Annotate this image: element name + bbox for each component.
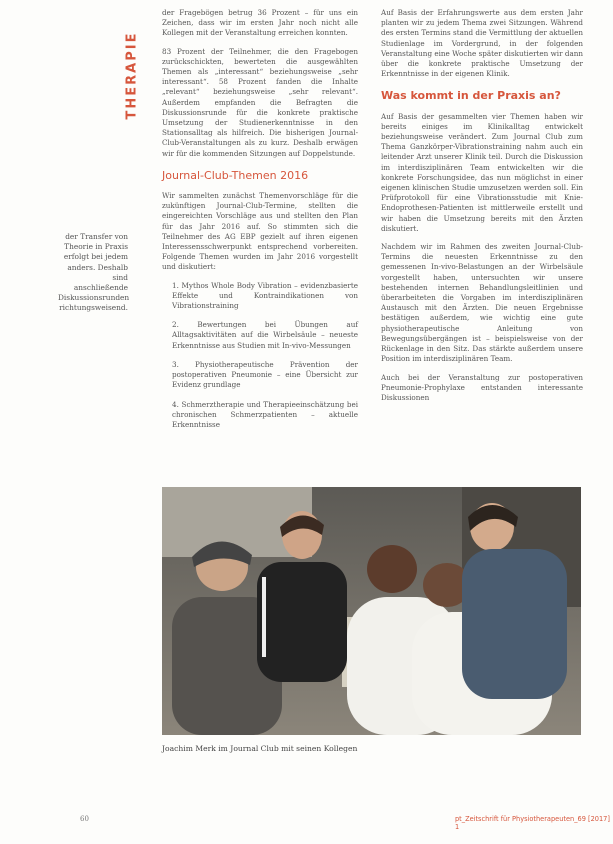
photo-illustration: [162, 487, 581, 735]
column-left: [162, 8, 358, 439]
column-right: [381, 8, 583, 411]
paragraph: der Fragebögen betrug 36 Prozent – für uns ein Zeichen, dass wir im ersten Jahr noch nicht alle Kollegen mit der Veranstaltung erreichen konnten.: [162, 8, 358, 38]
pull-quote: der Transfer von Theorie in Praxis erfolgt bei jedem anders. Deshalb sind anschließende Diskussionsrunden richtungsweisend.: [58, 232, 130, 313]
paragraph: Auf Basis der gesammelten vier Themen haben wir bereits einiges im Klinikalltag entwickelt beziehungsweise verändert. Zum Journal Club zum Thema Ganzkörper-Vibrationstraining nahm auch ein leitender Arzt unserer Klinik teil. Durch die Diskussion im interdisziplinären Team entwickelten wir die konkrete Forschungsidee, das nun möglichst in einer eigenen klinischen Studie umzusetzen werden soll. Ein Prüfprotokoll für eine Vibrationsstudie mit Knie-Endoprothesen-Patienten ist mittlerweile erstellt und wir haben die Umsetzung bereits mit den Ärzten diskutiert.: [381, 111, 583, 233]
journal-reference: pt_Zeitschrift für Physiotherapeuten_69 [2017] 1: [455, 815, 610, 831]
list-item: 2. Bewertungen bei Übungen auf Alltagsaktivitäten auf die Wirbelsäule – neueste Erkenntnisse aus Studien mit In-vivo-Messungen: [172, 320, 358, 350]
list-item: 4. Schmerztherapie und Therapieeinschätzung bei chronischen Schmerzpatienten – aktuelle Erkenntnisse: [172, 399, 358, 429]
paragraph: Auf Basis der Erfahrungswerte aus dem ersten Jahr planten wir zu jedem Thema zwei Sitzungen. Während des ersten Termins stand die Vermittlung der aktuellen Studienlage im Vordergrund, in der folgenden Veranstaltung eine Woche später diskutierten wir dann über die konkrete praktische Umsetzung der Erkenntnisse in der eigenen Klinik.: [381, 8, 583, 79]
page-number: 60: [80, 815, 89, 823]
journal-club-photo: [162, 487, 581, 735]
section-heading: Was kommt in der Praxis an?: [381, 89, 561, 103]
photo-caption: Joachim Merk im Journal Club mit seinen Kollegen: [162, 744, 358, 753]
paragraph: 83 Prozent der Teilnehmer, die den Fragebogen zurückschickten, bewerteten die ausgewählten Themen als „interessant“ beziehungsweise „sehr interessant“. 58 Prozent fanden die Inhalte „relevant“ beziehungsweise „sehr relevant“. Außerdem empfanden die Befragten die Diskussionsrunde für die konkrete praktische Umsetzung der Studienerkenntnisse in den Stationsalltag als hilfreich. Die bisherigen Journal-Club-Veranstaltungen als zu kurz. Deshalb erwägen wir für die kommenden Sitzungen auf Doppelstunde.: [162, 46, 358, 158]
topic-list: [162, 281, 358, 430]
section-tag-label: THERAPIE: [124, 31, 140, 119]
section-tag: [118, 20, 146, 130]
section-heading: Journal-Club-Themen 2016: [162, 168, 309, 182]
list-item: 3. Physiotherapeutische Prävention der postoperativen Pneumonie – eine Übersicht zur Evidenz grundlage: [172, 359, 358, 390]
paragraph: Auch bei der Veranstaltung zur postoperativen Pneumonie-Prophylaxe entstanden interessante Diskussionen: [381, 372, 583, 402]
paragraph: Nachdem wir im Rahmen des zweiten Journal-Club-Termins die neuesten Erkenntnisse zu den gemessenen In-vivo-Belastungen an der Wirbelsäule vorgestellt haben, untersuchten wir unsere bestehenden internen Behandlungsleitlinien und überarbeiteten die Vorgaben im interdisziplinären Austausch mit den Ärzten. Die neuen Ergebnisse bestätigen außerdem, wie wichtig eine gute physiotherapeutische Anleitung von Bewegungsübergängen ist – beispielsweise von der Rückenlage in den Sitz. Das stärkte außerdem unsere Position im interdisziplinären Team.: [381, 242, 583, 364]
paragraph: Wir sammelten zunächst Themenvorschläge für die zukünftigen Journal-Club-Termine, stellten die eingereichten Vorschläge aus und stellten den Plan für das Jahr 2016 auf. So stimmten sich die Teilnehmer des AG EBP gezielt auf ihren eigenen Interessensschwerpunkt entsprechend vorbereiten. Folgende Themen wurden im Jahr 2016 vorgestellt und diskutiert:: [162, 191, 358, 272]
list-item: 1. Mythos Whole Body Vibration – evidenzbasierte Effekte und Kontraindikationen von Vibrationstraining: [172, 280, 358, 311]
